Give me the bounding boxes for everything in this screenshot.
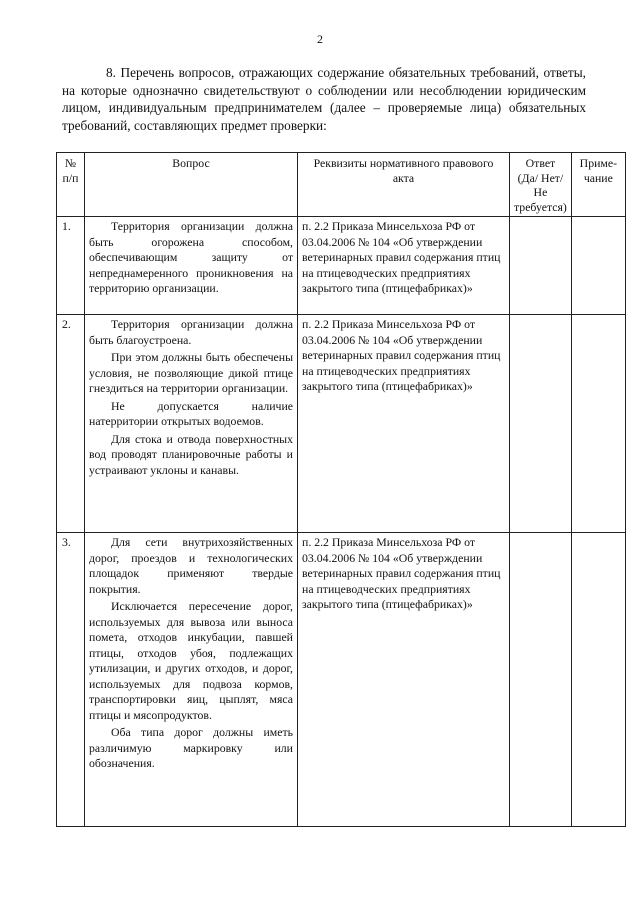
header-answer: Ответ (Да/ Нет/ Не требуется) — [510, 153, 572, 217]
intro-paragraph: 8. Перечень вопросов, отражающих содержание обязательных требований, ответы, на которые однозначно свидетельствуют о соблюдении или несоблюдении юридическим лицом, индивидуальным предпринимателем (далее – проверяемые лица) обязательных требований, составляющих предмет проверки: — [62, 65, 586, 133]
table-row — [57, 533, 626, 827]
checklist-table — [56, 152, 626, 827]
question-cell — [85, 315, 298, 533]
question-cell — [85, 533, 298, 827]
header-question: Вопрос — [85, 153, 298, 217]
row-number: 1. — [57, 217, 85, 315]
note-cell[interactable] — [571, 533, 625, 827]
page-number: 2 — [317, 32, 323, 46]
row-number: 2. — [57, 315, 85, 533]
question-paragraph: Территория организации должна быть благоустроена. — [89, 317, 293, 347]
question-paragraph: Исключается пересечение дорог, используемых для вывоза или выноса помета, отходов инкубации, павшей птицы, отходов убоя, подлежащих утилизации, и других отходов, и дорог, используемых для подвоза кормов, транспортировки яиц, цыплят, мяса птицы и мясопродуктов. — [89, 599, 293, 722]
row-number: 3. — [57, 533, 85, 827]
question-paragraph: Для сети внутрихозяйственных дорог, проездов и технологических площадок применяют твердые покрытия. — [89, 535, 293, 596]
table-header-row — [57, 153, 626, 217]
header-requisites: Реквизиты нормативного правового акта — [298, 153, 510, 217]
requisites-cell: п. 2.2 Приказа Минсельхоза РФ от 03.04.2006 № 104 «Об утверждении ветеринарных правил содержания птиц на птицеводческих предприятиях закрытого типа (птицефабриках)» — [298, 315, 510, 533]
question-paragraph: Для стока и отвода поверхностных вод проводят планировочные работы и устраивают уклоны и канавы. — [89, 431, 293, 477]
question-paragraph: Территория организации должна быть огорожена способом, обеспечивающим защиту от непреднамеренного проникновения на территорию организации. — [89, 219, 293, 295]
answer-cell[interactable] — [510, 533, 572, 827]
header-note: Приме-чание — [571, 153, 625, 217]
answer-cell[interactable] — [510, 315, 572, 533]
table-row — [57, 315, 626, 533]
question-paragraph: При этом должны быть обеспечены условия, не позволяющие дикой птице гнездиться на территории организации. — [89, 350, 293, 395]
question-cell — [85, 217, 298, 315]
question-paragraph: Не допускается наличие натерритории открытых водоемов. — [89, 398, 293, 428]
requisites-cell: п. 2.2 Приказа Минсельхоза РФ от 03.04.2006 № 104 «Об утверждении ветеринарных правил содержания птиц на птицеводческих предприятиях закрытого типа (птицефабриках)» — [298, 533, 510, 827]
note-cell[interactable] — [571, 315, 625, 533]
header-num: № п/п — [57, 153, 85, 217]
note-cell[interactable] — [571, 217, 625, 315]
table-row — [57, 217, 626, 315]
question-paragraph: Оба типа дорог должны иметь различимую маркировку или обозначения. — [89, 725, 293, 770]
answer-cell[interactable] — [510, 217, 572, 315]
requisites-cell: п. 2.2 Приказа Минсельхоза РФ от 03.04.2006 № 104 «Об утверждении ветеринарных правил содержания птиц на птицеводческих предприятиях закрытого типа (птицефабриках)» — [298, 217, 510, 315]
